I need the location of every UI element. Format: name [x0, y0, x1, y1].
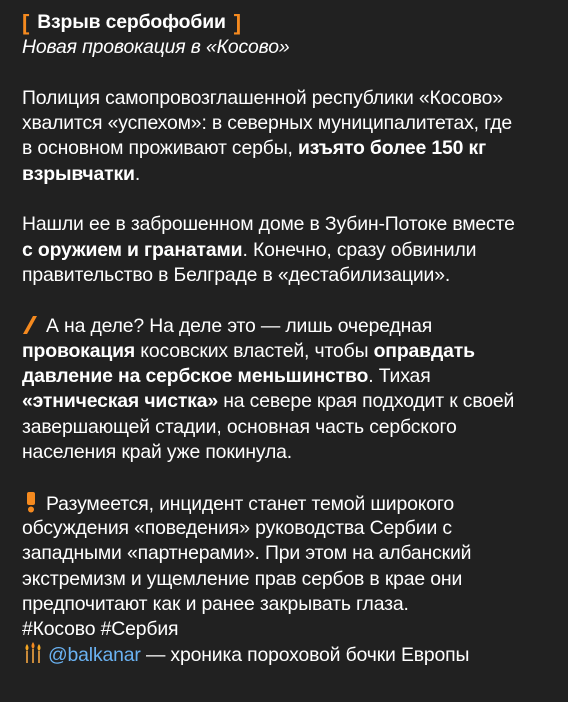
p3-line-4 — [22, 389, 558, 414]
p2-line-1: Нашли ее в заброшенном доме в Зубин-Потоке вместе — [22, 213, 515, 236]
p1-line-4-bold: взрывчатки — [22, 162, 135, 185]
spacer — [22, 61, 558, 86]
post-title-text: Взрыв сербофобии — [37, 11, 226, 33]
p4-line-3: западными «партнерами». При этом на албанский — [22, 542, 472, 565]
spacer — [22, 187, 558, 212]
p4-line-1-text: Разумеется, инцидент станет темой широкого — [46, 492, 455, 515]
footer-text: — хроника пороховой бочки Европы — [140, 644, 470, 667]
p1-line-3-text: в основном проживают сербы, — [22, 137, 298, 160]
p3-line-1 — [22, 314, 558, 339]
p3-line-2-bold-a: провокация — [22, 339, 136, 362]
p3-line-6: населения край уже покинула. — [22, 441, 293, 464]
p3-line-4-bold: «этническая чистка» — [22, 390, 219, 413]
p1-line-2: хвалится «успехом»: в северных муниципалитетах, где — [22, 112, 512, 135]
p4-line-5: предпочитают как и ранее закрывать глаза. — [22, 592, 409, 615]
torches-icon — [22, 642, 44, 664]
orange-slash-icon — [22, 315, 38, 335]
footer-line — [22, 642, 558, 667]
p3-line-3-text: . Тихая — [368, 365, 431, 388]
spacer — [22, 465, 558, 490]
p1-line-3 — [22, 136, 558, 161]
p1-line-4-text: . — [134, 162, 141, 185]
p1-line-4 — [22, 162, 558, 187]
p3-line-3-bold: давление на сербское меньшинство — [22, 365, 369, 388]
p3-line-3 — [22, 364, 558, 389]
title-bracket-left: [ — [22, 10, 30, 35]
p3-line-5: завершающей стадии, основная часть сербского — [22, 415, 457, 438]
p3-line-4-text: на севере края подходит к своей — [218, 390, 515, 413]
channel-mention-link[interactable]: @balkanar — [48, 644, 141, 667]
exclamation-icon — [24, 491, 38, 513]
hashtags — [22, 617, 558, 642]
hashtag-serbia[interactable]: #Сербия — [100, 618, 179, 641]
p1-line-1: Полиция самопровозглашенной республики «Косово» — [22, 86, 503, 109]
p2-line-2-text: . Конечно, сразу обвинили — [242, 238, 477, 261]
hashtag-kosovo[interactable]: #Косово — [22, 618, 96, 641]
p2-line-3: правительство в Белграде в «дестабилизации». — [22, 263, 451, 286]
title-bracket-right: ] — [233, 10, 241, 35]
p4-line-2: обсуждения «поведения» руководства Сербии с — [22, 516, 452, 539]
p4-line-1 — [22, 491, 558, 516]
post-title — [22, 10, 558, 35]
p1-line-3-bold: изъято более 150 кг — [297, 137, 486, 160]
p2-line-2-bold: с оружием и гранатами — [22, 238, 243, 261]
post-subtitle: Новая провокация в «Косово» — [22, 36, 290, 59]
p3-line-1-text: А на деле? На деле это — лишь очередная — [46, 314, 433, 337]
p2-line-2 — [22, 238, 558, 263]
spacer — [22, 288, 558, 313]
p3-line-2-text: косовских властей, чтобы — [135, 339, 374, 362]
p3-line-2 — [22, 339, 558, 364]
p3-line-2-bold-b: оправдать — [373, 339, 475, 362]
p4-line-4: экстремизм и ущемление прав сербов в крае они — [22, 567, 463, 590]
